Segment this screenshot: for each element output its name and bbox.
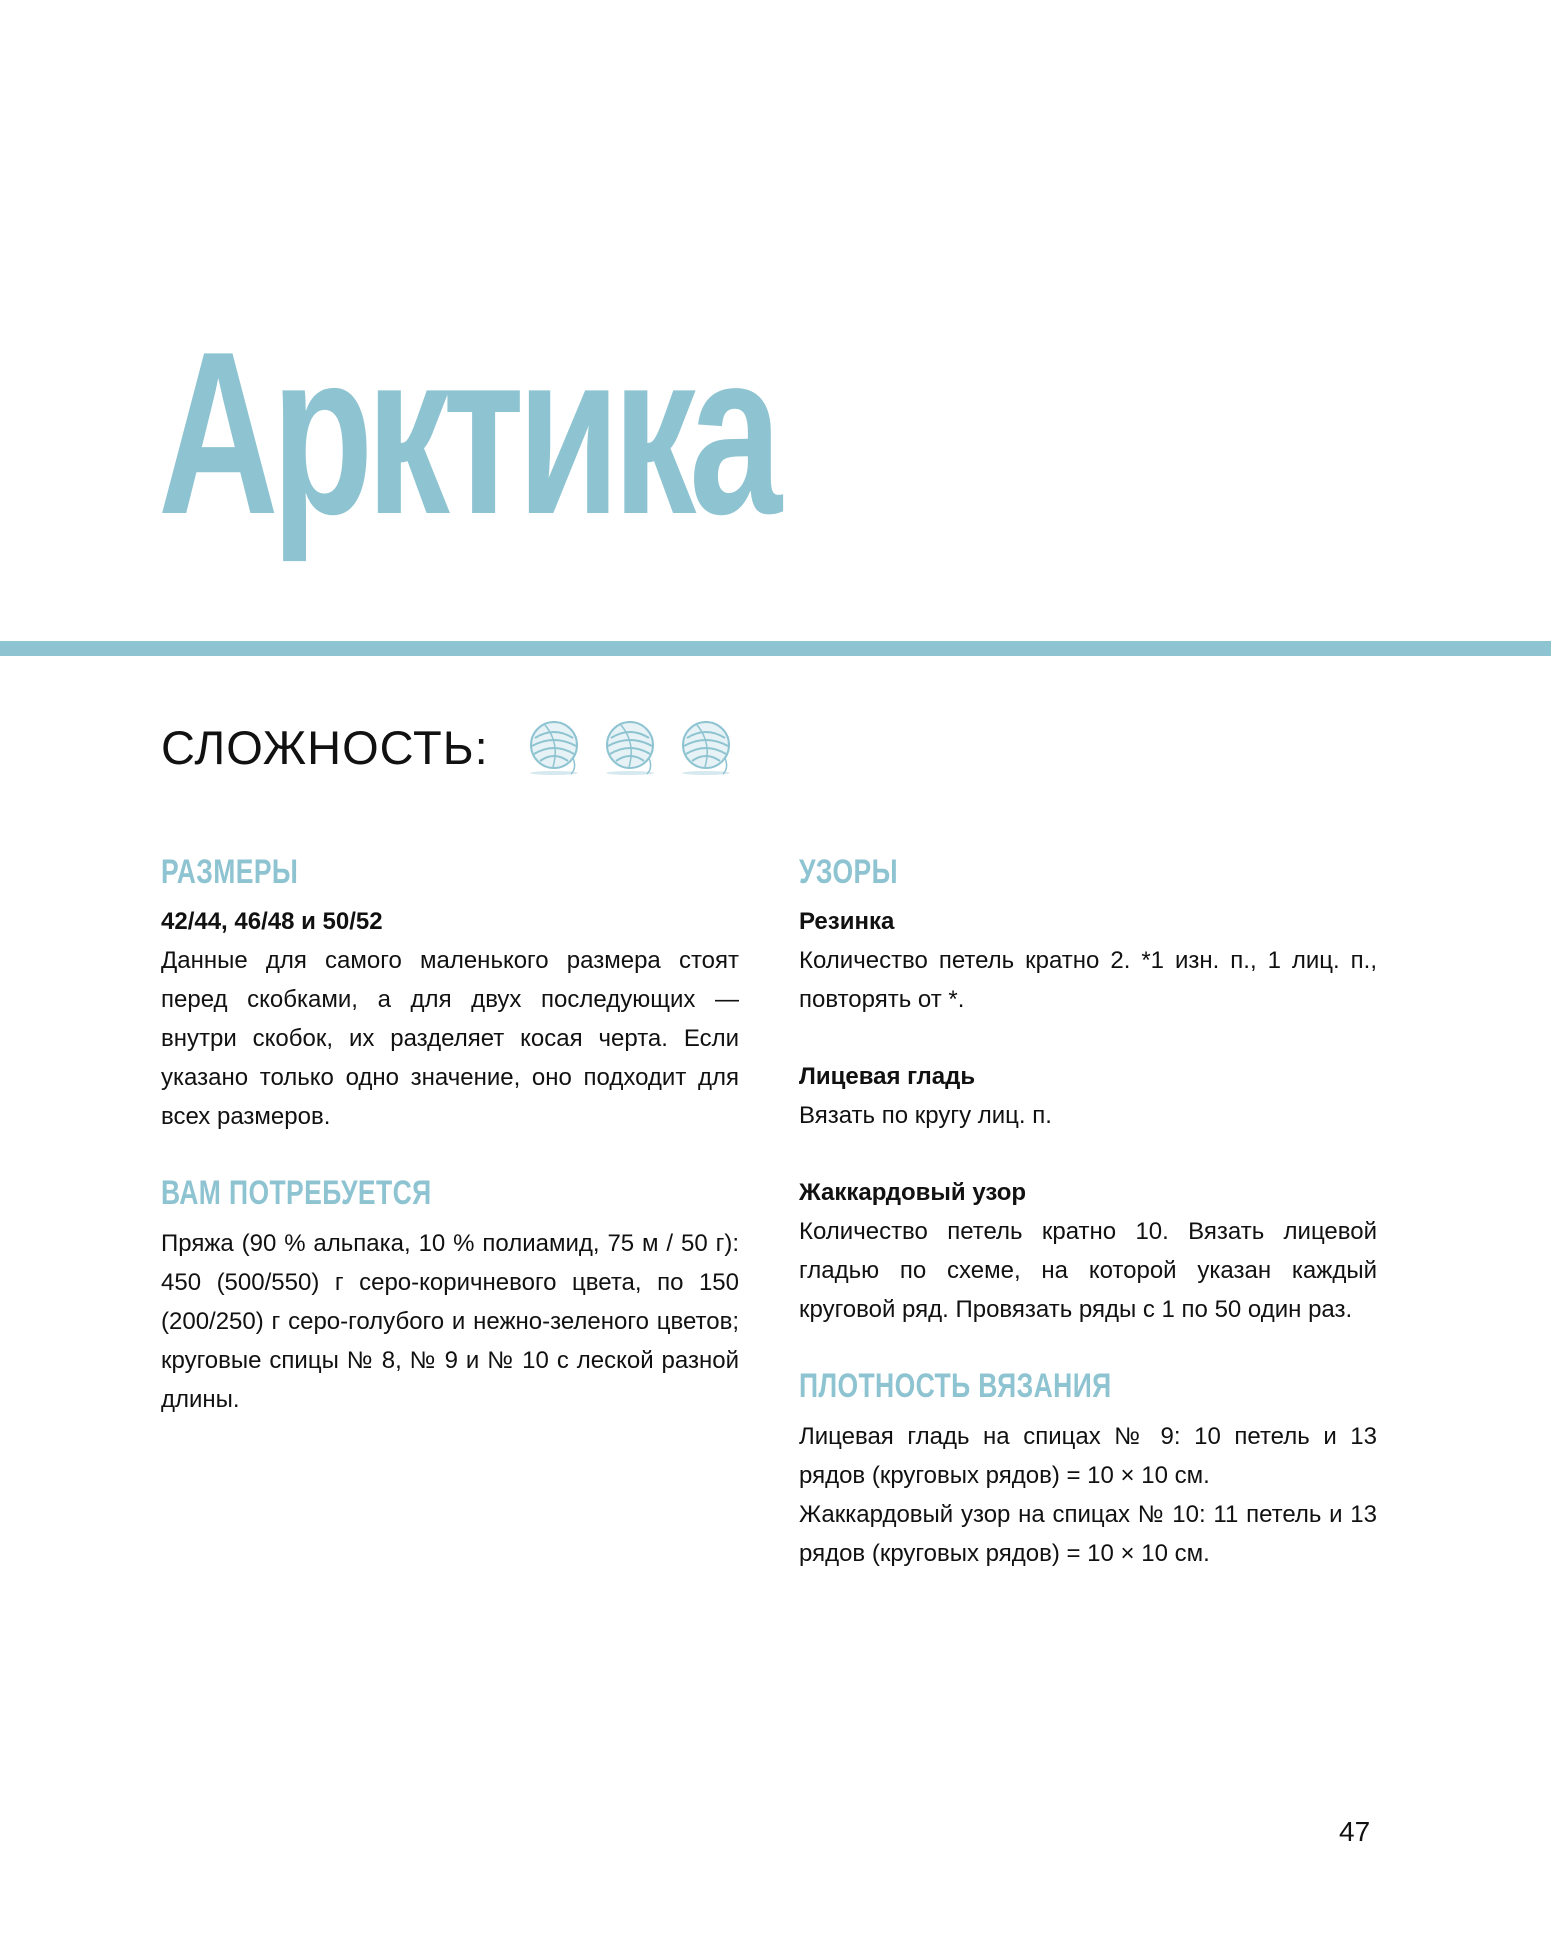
difficulty-rating — [161, 718, 733, 776]
materials-heading: ВАМ ПОТРЕБУЕТСЯ — [161, 1174, 432, 1212]
gauge-line: Лицевая гладь на спицах № 9: 10 петель и 13 рядов (круговых рядов) = 10 × 10 см. — [799, 1423, 1377, 1489]
materials-section — [161, 1176, 739, 1419]
gauge-heading: ПЛОТНОСТЬ ВЯЗАНИЯ — [799, 1367, 1112, 1405]
yarn-ball-icon — [679, 718, 733, 776]
sizes-text: Данные для самого маленького размера стоят перед скобками, а для двух последующих — внутри скобок, их разделяет косая черта. Если указано только одно значение, оно подходит для всех размеров. — [161, 947, 739, 1130]
pattern-name: Лицевая гладь — [799, 1063, 976, 1090]
right-column — [799, 855, 1377, 1573]
pattern-name: Жаккардовый узор — [799, 1179, 1027, 1206]
left-column — [161, 855, 739, 1419]
patterns-section — [799, 855, 1377, 1329]
materials-text: Пряжа (90 % альпака, 10 % полиамид, 75 м / 50 г): 450 (500/550) г серо-коричневого цвета, по 150 (200/250) г серо-голубого и нежно-зеленого цветов; круговые спицы № 8, № 9 и № 10 с леской разной длины. — [161, 1230, 739, 1413]
patterns-heading: УЗОРЫ — [799, 853, 898, 891]
sizes-section — [161, 855, 739, 1136]
page-number: 47 — [1339, 1816, 1371, 1847]
sizes-heading: РАЗМЕРЫ — [161, 853, 299, 891]
pattern-text: Вязать по кругу лиц. п. — [799, 1102, 1052, 1129]
yarn-ball-icon — [603, 718, 657, 776]
pattern-text: Количество петель кратно 10. Вязать лицевой гладью по схеме, на которой указан каждый круговой ряд. Провязать ряды с 1 по 50 один раз. — [799, 1218, 1377, 1323]
difficulty-icons — [527, 718, 733, 776]
difficulty-label: СЛОЖНОСТЬ: — [161, 720, 489, 774]
pattern-name: Резинка — [799, 908, 895, 935]
gauge-line: Жаккардовый узор на спицах № 10: 11 петель и 13 рядов (круговых рядов) = 10 × 10 см. — [799, 1501, 1377, 1567]
page-title: Арктика — [158, 304, 775, 563]
sizes-values: 42/44, 46/48 и 50/52 — [161, 908, 383, 935]
gauge-section — [799, 1369, 1377, 1573]
title-divider — [0, 641, 1551, 656]
pattern-text: Количество петель кратно 2. *1 изн. п., 1 лиц. п., повторять от *. — [799, 947, 1377, 1013]
yarn-ball-icon — [527, 718, 581, 776]
